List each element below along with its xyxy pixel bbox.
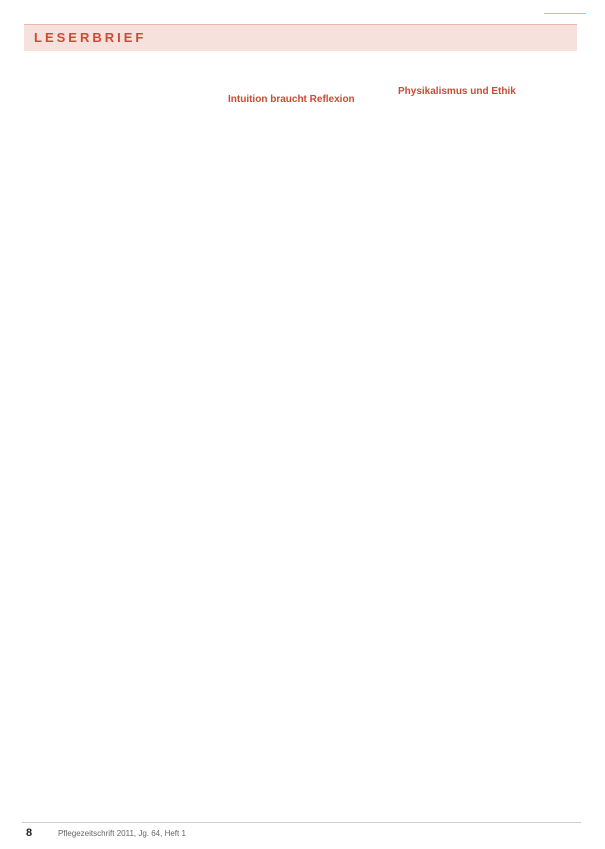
page-number: 8 <box>26 827 33 839</box>
section-header <box>24 24 577 51</box>
section-heading-intuition: Intuition braucht Reflexion <box>228 94 355 105</box>
footer-source: Pflegezeitschrift 2011, Jg. 64, Heft 1 <box>58 829 186 838</box>
section-title: LESERBRIEF <box>34 30 147 45</box>
section-heading-physikalismus: Physikalismus und Ethik <box>398 86 516 97</box>
footer-rule <box>22 822 581 823</box>
header-divider <box>544 13 586 14</box>
text-column-3 <box>398 86 558 108</box>
text-column-2 <box>228 82 388 114</box>
